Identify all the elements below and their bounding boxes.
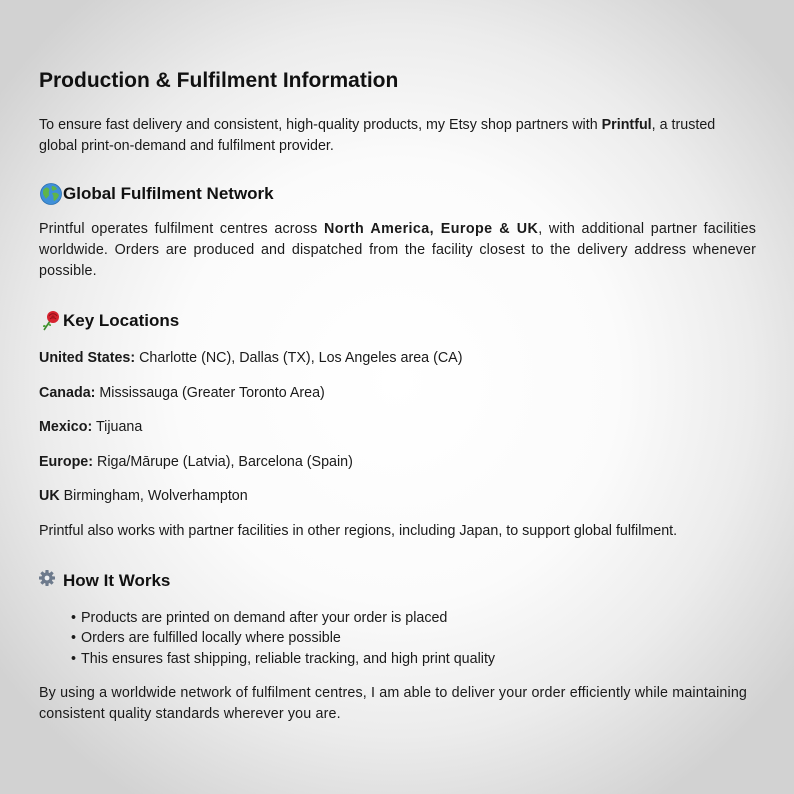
location-value: Tijuana [92, 419, 143, 435]
network-text-before: Printful operates fulfilment centres across [39, 221, 324, 237]
location-label: Europe: [39, 453, 94, 470]
list-item: • This ensures fast shipping, reliable tracking, and high print quality [71, 649, 756, 670]
location-label: Canada: [39, 384, 96, 401]
intro-text-after: , a trusted global print-on-demand and fulfilment provider. [39, 117, 716, 154]
how-heading: How It Works [63, 570, 171, 590]
location-label: United States: [39, 350, 136, 366]
location-value: Birmingham, Wolverhampton [59, 488, 248, 504]
locations-section-header [39, 308, 756, 334]
location-label: UK [39, 488, 60, 504]
intro-text-before: To ensure fast delivery and consistent, high-quality products, my Etsy shop partners with [39, 117, 602, 133]
locations-note: Printful also works with partner facilities in other regions, including Japan, to support global fulfilment. [39, 522, 678, 539]
list-item: • Orders are fulfilled locally where possible [71, 628, 756, 649]
page-title: Production & Fulfilment Information [39, 69, 399, 92]
list-item: • Products are printed on demand after your order is placed [71, 608, 756, 629]
intro-brand: Printful [601, 117, 652, 133]
location-item [39, 348, 756, 369]
network-text-after: , with additional partner facilities worldwide. Orders are produced and dispatched from the facility closest to the delivery address whenever possible. [39, 221, 757, 279]
gear-icon [39, 569, 63, 593]
network-heading: Global Fulfilment Network [63, 184, 274, 203]
location-value: Charlotte (NC), Dallas (TX), Los Angeles area (CA) [135, 350, 463, 366]
network-paragraph [39, 219, 756, 282]
location-item [39, 486, 756, 507]
rose-icon [39, 309, 63, 333]
intro-paragraph [39, 115, 756, 157]
how-section-header [39, 568, 756, 594]
network-section-header [39, 181, 756, 207]
document-page [39, 66, 756, 725]
globe-icon [39, 182, 63, 206]
location-label: Mexico: [39, 419, 93, 435]
network-regions: North America, Europe & UK [323, 221, 539, 237]
location-item [39, 383, 756, 404]
location-item [39, 417, 756, 438]
locations-heading: Key Locations [63, 311, 180, 330]
location-item [39, 452, 756, 473]
closing-paragraph: By using a worldwide network of fulfilment centres, I am able to deliver your order efficiently while maintaining consistent quality standards wherever you are. [39, 685, 748, 722]
location-value: Mississauga (Greater Toronto Area) [95, 384, 325, 401]
how-bullet-list [71, 608, 756, 670]
location-value: Riga/Mārupe (Latvia), Barcelona (Spain) [93, 453, 353, 470]
